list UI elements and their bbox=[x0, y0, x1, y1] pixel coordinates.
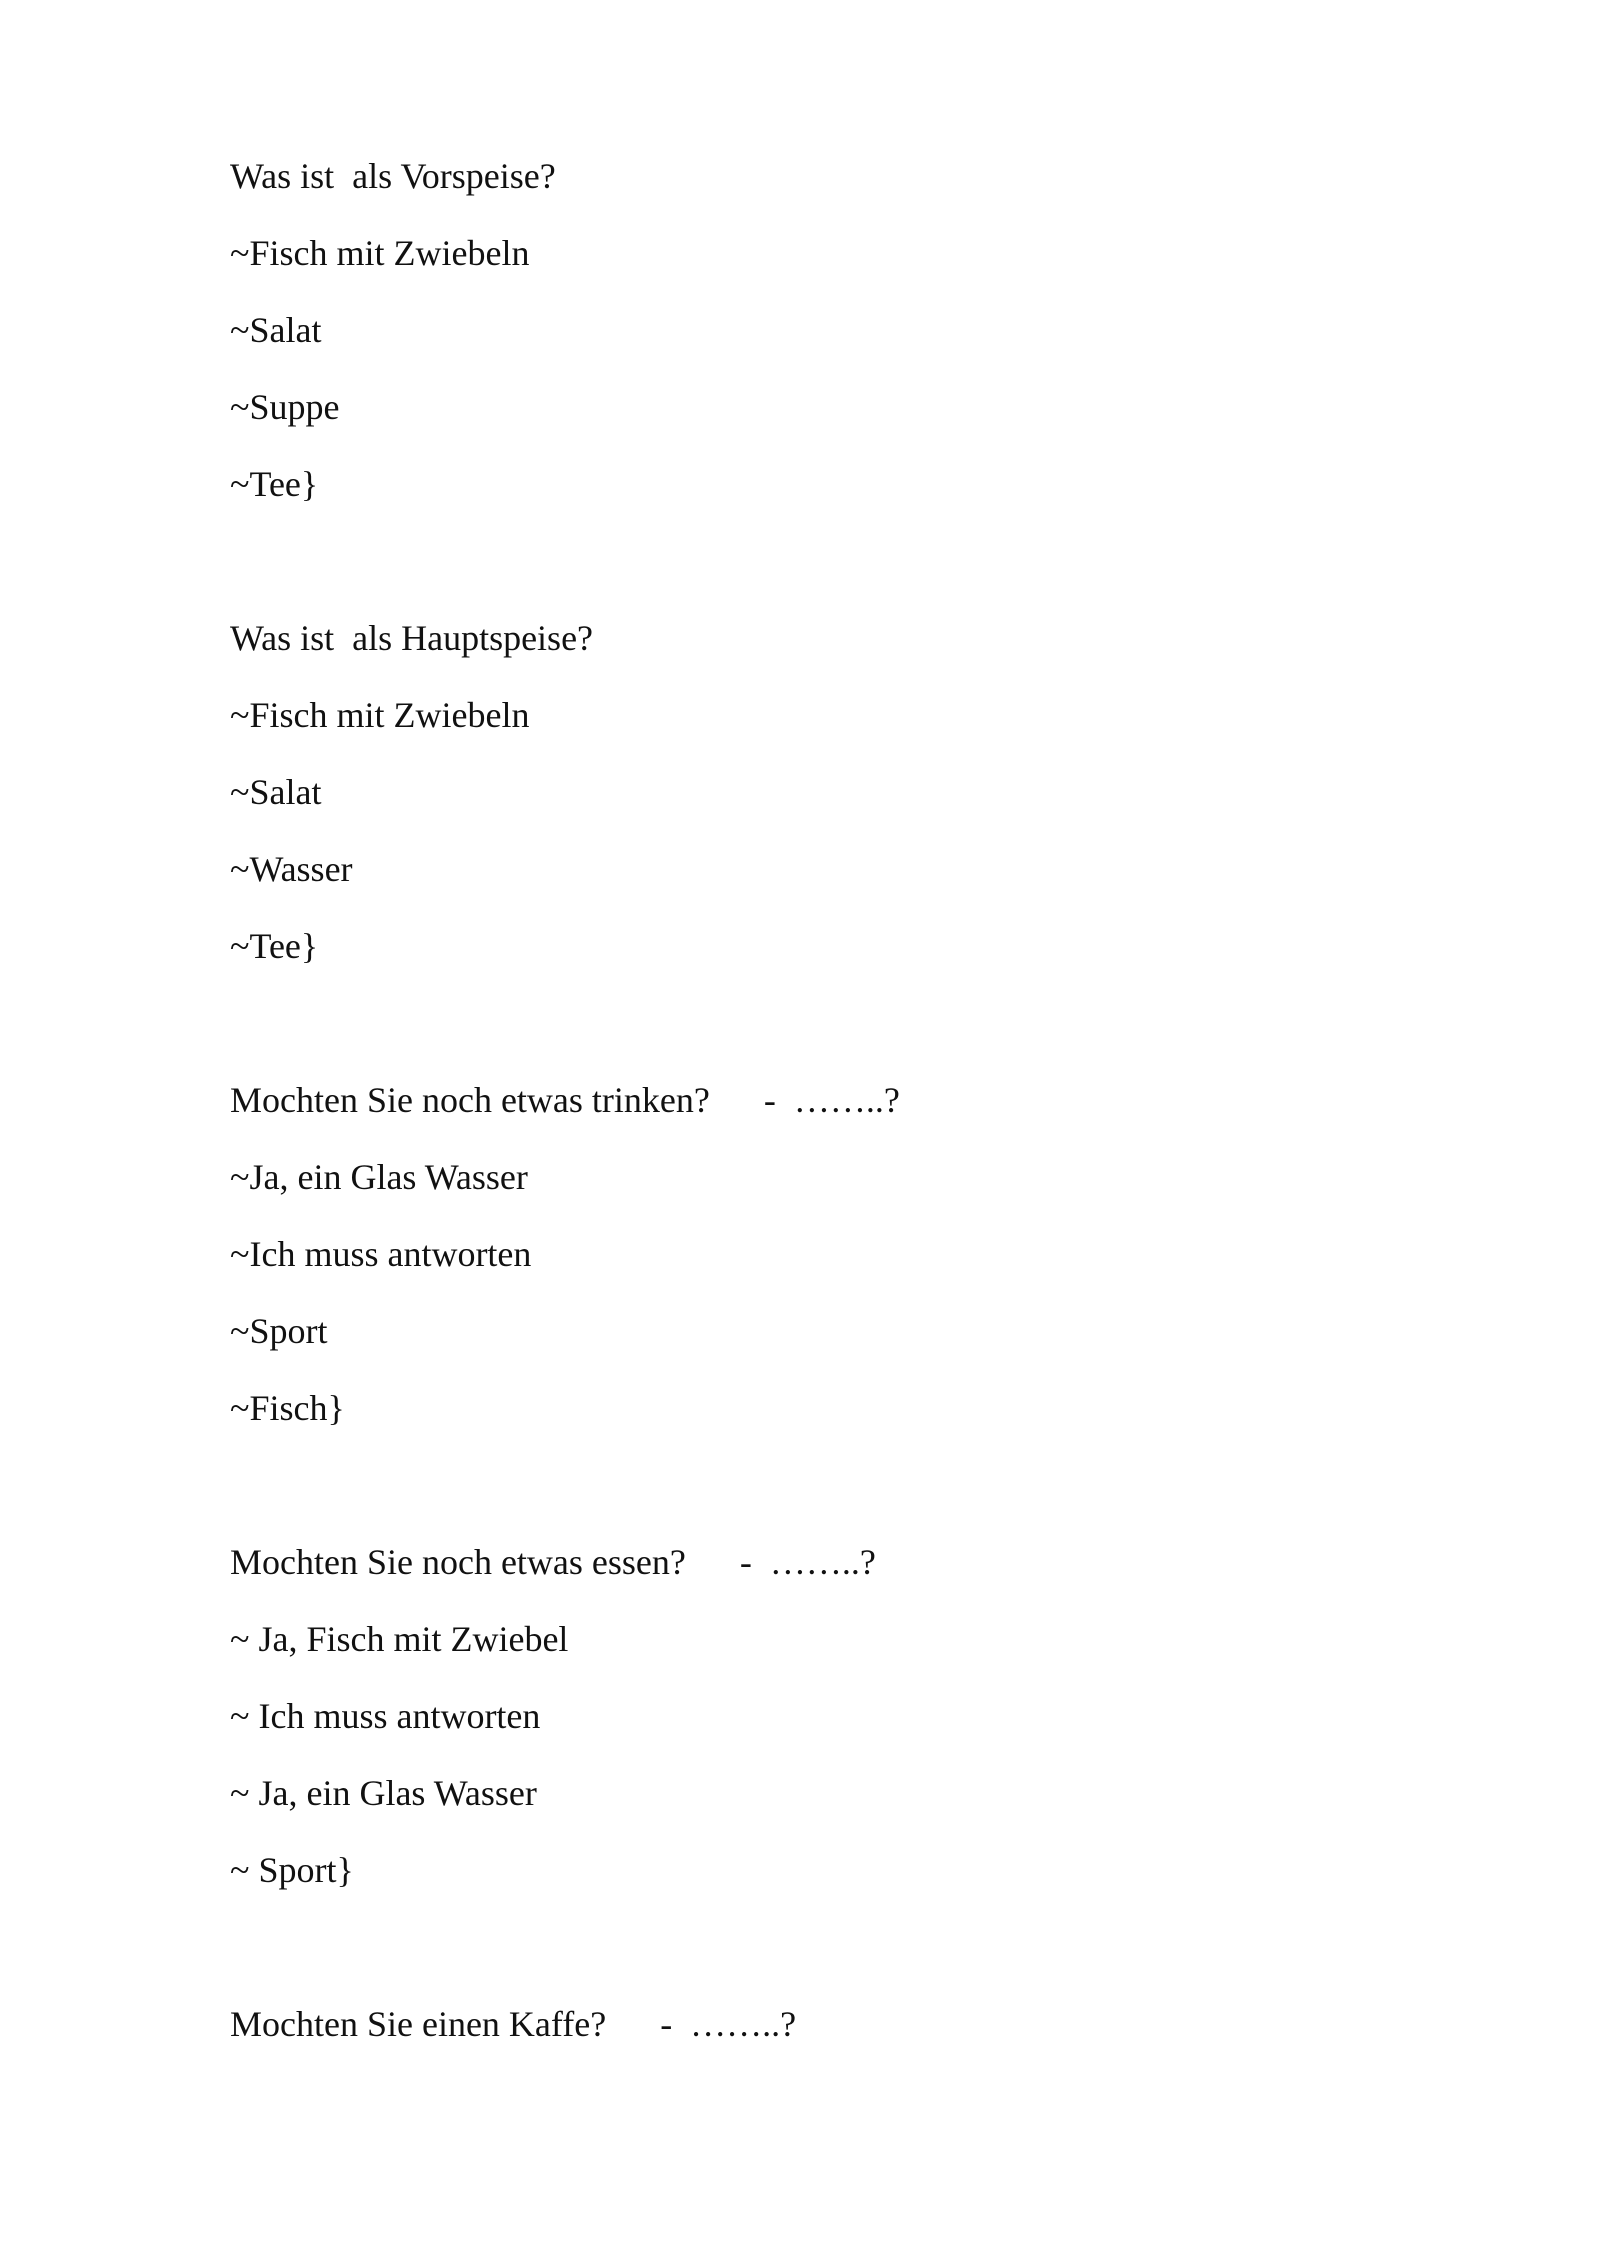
answer-option: ~Suppe bbox=[230, 387, 340, 427]
quiz-question-block bbox=[230, 1536, 1430, 1921]
question-text: Mochten Sie noch etwas trinken? - ……..? bbox=[230, 1080, 900, 1120]
answer-option: ~ Ich muss antworten bbox=[230, 1696, 541, 1736]
answer-option: ~ Sport} bbox=[230, 1850, 354, 1890]
answer-option: ~Sport bbox=[230, 1311, 328, 1351]
answer-option: ~Wasser bbox=[230, 849, 353, 889]
answer-option: ~Tee} bbox=[230, 464, 319, 504]
quiz-content bbox=[230, 150, 1430, 2152]
answer-option: ~Salat bbox=[230, 310, 322, 350]
answer-option: ~Fisch mit Zwiebeln bbox=[230, 695, 530, 735]
answer-option: ~Fisch} bbox=[230, 1388, 345, 1428]
question-text: Was ist als Vorspeise? bbox=[230, 156, 556, 196]
quiz-question-block bbox=[230, 150, 1430, 535]
answer-option: ~Ich muss antworten bbox=[230, 1234, 532, 1274]
question-text: Mochten Sie noch etwas essen? - ……..? bbox=[230, 1542, 876, 1582]
quiz-question-block bbox=[230, 1998, 1430, 2075]
quiz-question-block bbox=[230, 612, 1430, 997]
question-text: Was ist als Hauptspeise? bbox=[230, 618, 594, 658]
answer-option: ~Ja, ein Glas Wasser bbox=[230, 1157, 528, 1197]
answer-option: ~Tee} bbox=[230, 926, 319, 966]
answer-option: ~ Ja, ein Glas Wasser bbox=[230, 1773, 537, 1813]
question-text: Mochten Sie einen Kaffe? - ……..? bbox=[230, 2004, 797, 2044]
answer-option: ~ Ja, Fisch mit Zwiebel bbox=[230, 1619, 569, 1659]
answer-option: ~Fisch mit Zwiebeln bbox=[230, 233, 530, 273]
answer-option: ~Salat bbox=[230, 772, 322, 812]
quiz-question-block bbox=[230, 1074, 1430, 1459]
